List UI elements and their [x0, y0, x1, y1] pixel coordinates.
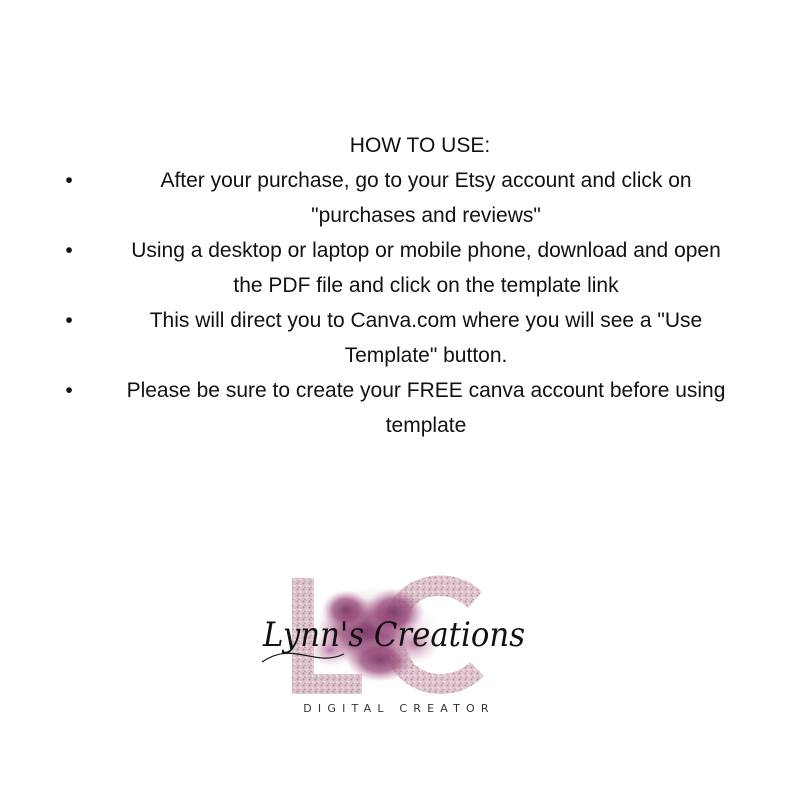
- step-text-line: "purchases and reviews": [311, 204, 541, 227]
- bullet-icon: •: [65, 169, 73, 192]
- bullet-icon: •: [65, 239, 73, 262]
- step-item: [50, 373, 770, 443]
- step-text-line: This will direct you to Canva.com where you will see a "Use: [149, 309, 703, 332]
- step-item: [50, 233, 770, 303]
- step-text-line: Template" button.: [344, 344, 508, 367]
- logo-script-name: Lynn's Creations: [262, 615, 525, 655]
- brand-logo: [254, 570, 544, 720]
- bullet-icon: •: [65, 309, 73, 332]
- step-text-line: Please be sure to create your FREE canva account before using: [126, 379, 726, 402]
- step-item: [50, 163, 770, 233]
- step-text-line: Using a desktop or laptop or mobile phone, download and open: [131, 239, 721, 262]
- logo-tagline: DIGITAL CREATOR: [303, 702, 495, 715]
- steps-list: [50, 163, 770, 443]
- step-text-line: After your purchase, go to your Etsy account and click on: [160, 169, 692, 192]
- step-text-line: template: [385, 414, 467, 437]
- instructions-heading: HOW TO USE:: [349, 134, 491, 157]
- step-item: [50, 303, 770, 373]
- bullet-icon: •: [65, 379, 73, 402]
- step-text-line: the PDF file and click on the template link: [233, 274, 619, 297]
- instructions-block: [50, 128, 770, 443]
- logo-artwork: [254, 570, 544, 700]
